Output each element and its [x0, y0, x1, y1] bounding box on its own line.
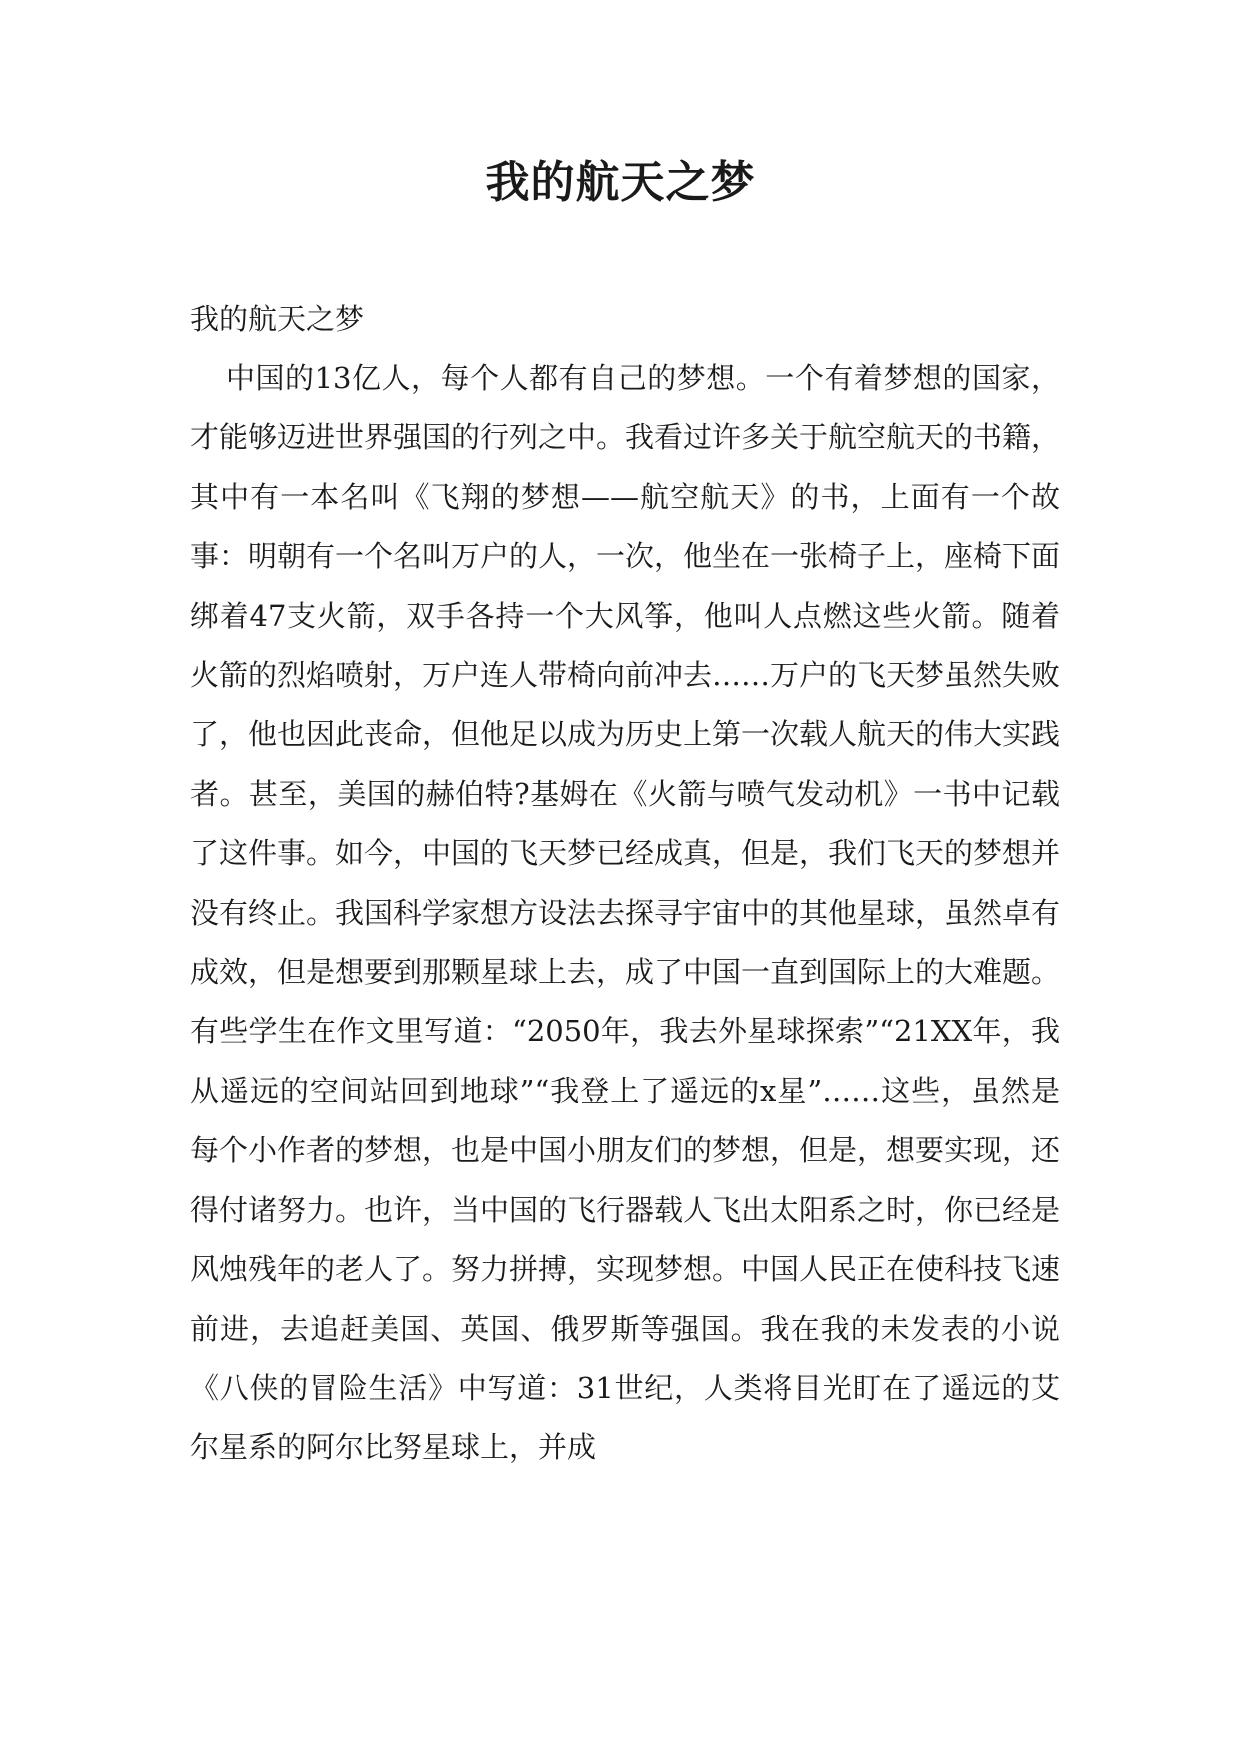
document-body [190, 290, 1060, 1478]
document-subtitle: 我的航天之梦 [190, 302, 365, 336]
document-title: 我的航天之梦 [485, 157, 756, 208]
body-paragraph: 中国的13亿人，每个人都有自己的梦想。一个有着梦想的国家，才能够迈进世界强国的行列之中。我看过许多关于航空航天的书籍，其中有一本名叫《飞翔的梦想——航空航天》的书，上面有一个故事：明朝有一个名叫万户的人，一次，他坐在一张椅子上，座椅下面绑着47支火箭，双手各持一个大风筝，他叫人点燃这些火箭。随着火箭的烈焰喷射，万户连人带椅向前冲去……万户的飞天梦虽然失败了，他也因此丧命，但他足以成为历史上第一次载人航天的伟大实践者。甚至，美国的赫伯特?基姆在《火箭与喷气发动机》一书中记载了这件事。如今，中国的飞天梦已经成真，但是，我们飞天的梦想并没有终止。我国科学家想方设法去探寻宇宙中的其他星球，虽然卓有成效，但是想要到那颗星球上去，成了中国一直到国际上的大难题。有些学生在作文里写道：“2050年，我去外星球探索”“21XX年，我从遥远的空间站回到地球”“我登上了遥远的x星”……这些，虽然是每个小作者的梦想，也是中国小朋友们的梦想，但是，想要实现，还得付诸努力。也许，当中国的飞行器载人飞出太阳系之时，你已经是风烛残年的老人了。努力拼搏，实现梦想。中国人民正在使科技飞速前进，去追赶美国、英国、俄罗斯等强国。我在我的未发表的小说《八侠的冒险生活》中写道：31世纪，人类将目光盯在了遥远的艾尔星系的阿尔比努星球上，并成 [190, 361, 1061, 1465]
